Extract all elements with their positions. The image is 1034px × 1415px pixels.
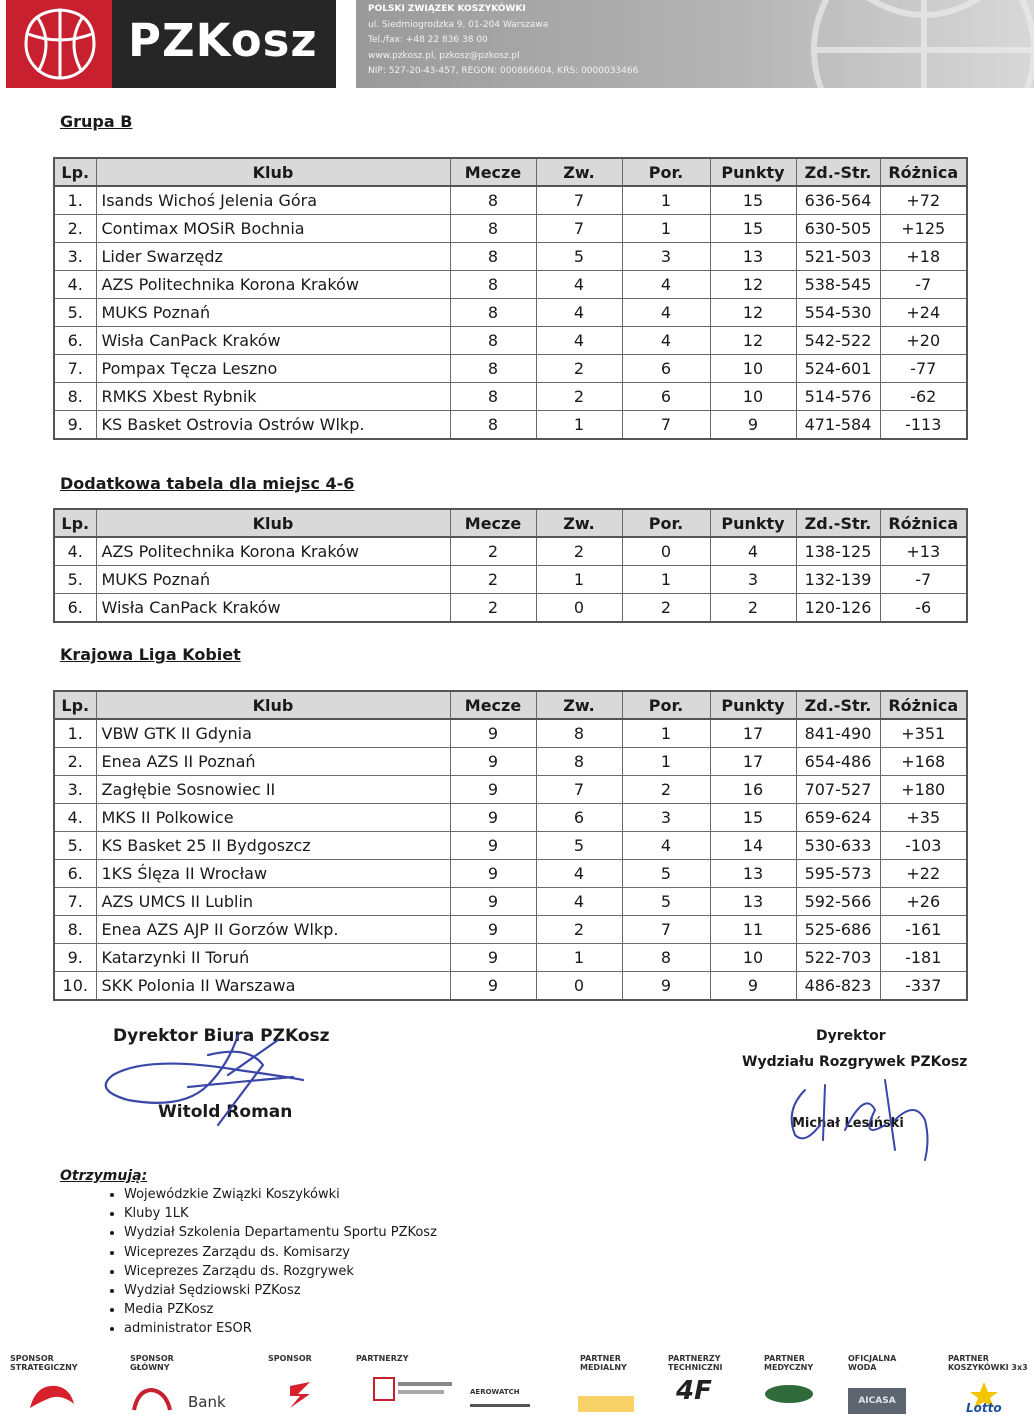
recipient-item: • Wiceprezes Zarządu ds. Rozgrywek xyxy=(124,1262,437,1281)
col-zw-cell: 1 xyxy=(536,411,622,440)
col-mecze-cell: 9 xyxy=(450,888,536,916)
col-lp-cell: 4. xyxy=(54,537,96,566)
col-punkty-cell: 3 xyxy=(710,566,796,594)
col-zw-cell: 0 xyxy=(536,594,622,623)
table-row xyxy=(54,832,967,860)
col-lp-cell: 5. xyxy=(54,566,96,594)
section-title-grupa-b: Grupa B xyxy=(60,112,133,131)
recipients-list xyxy=(100,1185,437,1339)
col-lp-cell: 2. xyxy=(54,748,96,776)
table-row xyxy=(54,719,967,748)
header-col-mecze: Mecze xyxy=(450,158,536,186)
col-klub-cell: Pompax Tęcza Leszno xyxy=(96,355,450,383)
col-zw-cell: 2 xyxy=(536,355,622,383)
basketball-icon xyxy=(20,4,100,84)
table-row xyxy=(54,594,967,623)
col-zw-cell: 8 xyxy=(536,719,622,748)
col-zd-str-cell: 707-527 xyxy=(796,776,880,804)
table-row xyxy=(54,888,967,916)
col-klub-cell: Isands Wichoś Jelenia Góra xyxy=(96,186,450,215)
signature-right-role-line2: Wydziału Rozgrywek PZKosz xyxy=(742,1054,968,1070)
table-row xyxy=(54,566,967,594)
header-col-klub: Klub xyxy=(96,691,450,719)
col-zw-cell: 7 xyxy=(536,186,622,215)
col-mecze-cell: 9 xyxy=(450,776,536,804)
section-title-krajowa-liga-kobiet: Krajowa Liga Kobiet xyxy=(60,645,241,664)
recipient-item: • Wydział Szkolenia Departamentu Sportu PZKosz xyxy=(124,1223,437,1242)
col-roznica-cell: +24 xyxy=(880,299,967,327)
table-row xyxy=(54,355,967,383)
col-roznica-cell: +22 xyxy=(880,860,967,888)
col-roznica-cell: +18 xyxy=(880,243,967,271)
col-klub-cell: SKK Polonia II Warszawa xyxy=(96,972,450,1001)
col-zw-cell: 5 xyxy=(536,243,622,271)
col-zd-str-cell: 595-573 xyxy=(796,860,880,888)
signature-left-role: Dyrektor Biura PZKosz xyxy=(113,1026,330,1046)
col-por-cell: 5 xyxy=(622,888,710,916)
registry-ids: NIP: 527-20-43-457, REGON: 000866604, KRS: 0000033466 xyxy=(368,66,639,76)
col-punkty-cell: 16 xyxy=(710,776,796,804)
header-col-zd-str: Zd.-Str. xyxy=(796,509,880,537)
table-row xyxy=(54,537,967,566)
col-zd-str-cell: 630-505 xyxy=(796,215,880,243)
table-row xyxy=(54,383,967,411)
sponsor-label: SPONSOR STRATEGICZNY xyxy=(10,1354,78,1372)
col-zd-str-cell: 132-139 xyxy=(796,566,880,594)
header-col-mecze: Mecze xyxy=(450,509,536,537)
col-punkty-cell: 12 xyxy=(710,271,796,299)
recipient-item: • Media PZKosz xyxy=(124,1300,437,1319)
sponsor-label: PARTNER MEDYCZNY xyxy=(764,1354,814,1372)
table-header-row xyxy=(54,691,967,719)
header-col-roznica: Różnica xyxy=(880,158,967,186)
aerowatch-logo-text: AEROWATCH xyxy=(470,1388,520,1396)
col-roznica-cell: -337 xyxy=(880,972,967,1001)
col-mecze-cell: 8 xyxy=(450,299,536,327)
col-por-cell: 4 xyxy=(622,271,710,299)
col-klub-cell: Enea AZS AJP II Gorzów Wlkp. xyxy=(96,916,450,944)
col-klub-cell: Lider Swarzędz xyxy=(96,243,450,271)
col-punkty-cell: 2 xyxy=(710,594,796,623)
table-row xyxy=(54,776,967,804)
col-mecze-cell: 2 xyxy=(450,537,536,566)
recipient-item: • Wiceprezes Zarządu ds. Komisarzy xyxy=(124,1243,437,1262)
col-klub-cell: Zagłębie Sosnowiec II xyxy=(96,776,450,804)
col-zw-cell: 5 xyxy=(536,832,622,860)
col-klub-cell: VBW GTK II Gdynia xyxy=(96,719,450,748)
basketball-watermark-icon xyxy=(774,0,1034,88)
col-lp-cell: 1. xyxy=(54,719,96,748)
col-klub-cell: KS Basket 25 II Bydgoszcz xyxy=(96,832,450,860)
col-zw-cell: 1 xyxy=(536,944,622,972)
col-mecze-cell: 8 xyxy=(450,327,536,355)
col-por-cell: 4 xyxy=(622,832,710,860)
col-roznica-cell: -6 xyxy=(880,594,967,623)
col-punkty-cell: 9 xyxy=(710,972,796,1001)
col-punkty-cell: 10 xyxy=(710,355,796,383)
col-por-cell: 7 xyxy=(622,916,710,944)
col-lp-cell: 6. xyxy=(54,594,96,623)
col-zd-str-cell: 521-503 xyxy=(796,243,880,271)
table-row xyxy=(54,804,967,832)
table-row xyxy=(54,186,967,215)
col-roznica-cell: +35 xyxy=(880,804,967,832)
col-mecze-cell: 9 xyxy=(450,748,536,776)
contact-banner xyxy=(356,0,1034,88)
recipient-item: • administrator ESOR xyxy=(124,1319,437,1338)
col-zd-str-cell: 514-576 xyxy=(796,383,880,411)
signature-right-role-line1: Dyrektor xyxy=(816,1028,886,1044)
sponsor-label: PARTNERZY TECHNICZNI xyxy=(668,1354,723,1372)
col-mecze-cell: 9 xyxy=(450,944,536,972)
col-por-cell: 7 xyxy=(622,411,710,440)
logo-text: PZKosz xyxy=(128,14,318,67)
col-klub-cell: MUKS Poznań xyxy=(96,299,450,327)
org-name: POLSKI ZWIĄZEK KOSZYKÓWKI xyxy=(368,4,526,14)
col-zd-str-cell: 592-566 xyxy=(796,888,880,916)
col-klub-cell: Contimax MOSiR Bochnia xyxy=(96,215,450,243)
suzuki-icon xyxy=(288,1380,312,1410)
table-row xyxy=(54,411,967,440)
col-mecze-cell: 9 xyxy=(450,916,536,944)
col-punkty-cell: 14 xyxy=(710,832,796,860)
col-por-cell: 6 xyxy=(622,383,710,411)
col-zd-str-cell: 120-126 xyxy=(796,594,880,623)
table-row xyxy=(54,944,967,972)
col-klub-cell: MUKS Poznań xyxy=(96,566,450,594)
col-mecze-cell: 9 xyxy=(450,860,536,888)
col-roznica-cell: +72 xyxy=(880,186,967,215)
col-roznica-cell: -77 xyxy=(880,355,967,383)
col-punkty-cell: 4 xyxy=(710,537,796,566)
col-zw-cell: 4 xyxy=(536,888,622,916)
col-klub-cell: 1KS Ślęza II Wrocław xyxy=(96,860,450,888)
col-lp-cell: 4. xyxy=(54,271,96,299)
header-col-punkty: Punkty xyxy=(710,158,796,186)
web-contact: www.pzkosz.pl, pzkosz@pzkosz.pl xyxy=(368,50,520,61)
col-zw-cell: 7 xyxy=(536,776,622,804)
col-zd-str-cell: 524-601 xyxy=(796,355,880,383)
header-col-punkty: Punkty xyxy=(710,691,796,719)
col-mecze-cell: 8 xyxy=(450,383,536,411)
header-col-lp: Lp. xyxy=(54,691,96,719)
col-lp-cell: 5. xyxy=(54,299,96,327)
ministry-icon xyxy=(372,1376,456,1402)
col-zw-cell: 1 xyxy=(536,566,622,594)
col-lp-cell: 7. xyxy=(54,888,96,916)
recipient-item: • Wojewódzkie Związki Koszykówki xyxy=(124,1185,437,1204)
col-zd-str-cell: 138-125 xyxy=(796,537,880,566)
col-lp-cell: 9. xyxy=(54,944,96,972)
col-zd-str-cell: 538-545 xyxy=(796,271,880,299)
header-col-zw: Zw. xyxy=(536,158,622,186)
col-zw-cell: 7 xyxy=(536,215,622,243)
col-punkty-cell: 13 xyxy=(710,888,796,916)
col-mecze-cell: 9 xyxy=(450,719,536,748)
sponsor-label: SPONSOR GŁÓWNY xyxy=(130,1354,174,1372)
table-row xyxy=(54,299,967,327)
col-lp-cell: 9. xyxy=(54,411,96,440)
sponsor-label: PARTNER MEDIALNY xyxy=(580,1354,627,1372)
col-roznica-cell: -113 xyxy=(880,411,967,440)
table-row xyxy=(54,748,967,776)
sponsors-bar xyxy=(0,1350,1034,1414)
col-lp-cell: 6. xyxy=(54,327,96,355)
col-lp-cell: 8. xyxy=(54,916,96,944)
table-row xyxy=(54,860,967,888)
col-zw-cell: 2 xyxy=(536,383,622,411)
phone: Tel./fax: +48 22 836 38 00 xyxy=(368,35,488,45)
col-klub-cell: MKS II Polkowice xyxy=(96,804,450,832)
table-row xyxy=(54,916,967,944)
col-zw-cell: 0 xyxy=(536,972,622,1001)
col-mecze-cell: 9 xyxy=(450,804,536,832)
col-zw-cell: 4 xyxy=(536,327,622,355)
col-klub-cell: KS Basket Ostrovia Ostrów Wlkp. xyxy=(96,411,450,440)
signature-right-name: Michał Lesiński xyxy=(792,1116,904,1131)
col-klub-cell: Katarzynki II Toruń xyxy=(96,944,450,972)
table-header-row xyxy=(54,158,967,186)
col-punkty-cell: 13 xyxy=(710,860,796,888)
recipient-item: • Wydział Sędziowski PZKosz xyxy=(124,1281,437,1300)
col-mecze-cell: 8 xyxy=(450,411,536,440)
col-roznica-cell: -103 xyxy=(880,832,967,860)
col-zw-cell: 4 xyxy=(536,860,622,888)
col-por-cell: 8 xyxy=(622,944,710,972)
header-col-mecze: Mecze xyxy=(450,691,536,719)
col-zd-str-cell: 471-584 xyxy=(796,411,880,440)
col-lp-cell: 3. xyxy=(54,243,96,271)
col-por-cell: 3 xyxy=(622,804,710,832)
col-roznica-cell: +26 xyxy=(880,888,967,916)
table-row xyxy=(54,215,967,243)
col-roznica-cell: +168 xyxy=(880,748,967,776)
section-title-places-4-6: Dodatkowa tabela dla miejsc 4-6 xyxy=(60,474,355,493)
col-roznica-cell: +351 xyxy=(880,719,967,748)
col-punkty-cell: 12 xyxy=(710,327,796,355)
sponsor-label: OFICJALNA WODA xyxy=(848,1354,897,1372)
4f-icon: 4F xyxy=(676,1376,712,1406)
handwritten-signature-right xyxy=(775,1070,945,1165)
col-por-cell: 1 xyxy=(622,719,710,748)
aerowatch-icon xyxy=(470,1398,530,1412)
header-col-roznica: Różnica xyxy=(880,509,967,537)
col-punkty-cell: 17 xyxy=(710,748,796,776)
col-zd-str-cell: 841-490 xyxy=(796,719,880,748)
col-por-cell: 9 xyxy=(622,972,710,1001)
header-col-punkty: Punkty xyxy=(710,509,796,537)
col-roznica-cell: +13 xyxy=(880,537,967,566)
header-col-lp: Lp. xyxy=(54,158,96,186)
table-row xyxy=(54,243,967,271)
col-punkty-cell: 17 xyxy=(710,719,796,748)
col-lp-cell: 10. xyxy=(54,972,96,1001)
header-col-klub: Klub xyxy=(96,158,450,186)
standings-table-grupa-b xyxy=(53,157,968,440)
header-col-klub: Klub xyxy=(96,509,450,537)
col-mecze-cell: 8 xyxy=(450,271,536,299)
header-col-por: Por. xyxy=(622,509,710,537)
medical-icon xyxy=(764,1384,814,1404)
col-mecze-cell: 9 xyxy=(450,832,536,860)
sponsor-label: SPONSOR xyxy=(268,1354,312,1363)
bank-icon xyxy=(130,1384,174,1412)
col-zw-cell: 2 xyxy=(536,916,622,944)
col-roznica-cell: +20 xyxy=(880,327,967,355)
address: ul. Siedmiogrodzka 9, 01-204 Warszawa xyxy=(368,19,549,30)
col-zd-str-cell: 636-564 xyxy=(796,186,880,215)
col-por-cell: 1 xyxy=(622,566,710,594)
header-col-roznica: Różnica xyxy=(880,691,967,719)
col-lp-cell: 7. xyxy=(54,355,96,383)
col-zw-cell: 8 xyxy=(536,748,622,776)
sponsor-label: PARTNER KOSZYKÓWKI 3x3 xyxy=(948,1354,1028,1372)
col-zd-str-cell: 654-486 xyxy=(796,748,880,776)
col-mecze-cell: 8 xyxy=(450,355,536,383)
col-lp-cell: 4. xyxy=(54,804,96,832)
col-por-cell: 4 xyxy=(622,299,710,327)
col-mecze-cell: 8 xyxy=(450,186,536,215)
col-lp-cell: 8. xyxy=(54,383,96,411)
col-punkty-cell: 10 xyxy=(710,944,796,972)
col-punkty-cell: 15 xyxy=(710,804,796,832)
pzkosz-logo xyxy=(6,0,336,88)
col-lp-cell: 3. xyxy=(54,776,96,804)
col-zd-str-cell: 530-633 xyxy=(796,832,880,860)
col-mecze-cell: 2 xyxy=(450,594,536,623)
table-row xyxy=(54,271,967,299)
col-punkty-cell: 12 xyxy=(710,299,796,327)
col-por-cell: 1 xyxy=(622,186,710,215)
col-zw-cell: 6 xyxy=(536,804,622,832)
col-punkty-cell: 10 xyxy=(710,383,796,411)
col-klub-cell: AZS UMCS II Lublin xyxy=(96,888,450,916)
col-klub-cell: AZS Politechnika Korona Kraków xyxy=(96,271,450,299)
header-col-lp: Lp. xyxy=(54,509,96,537)
col-por-cell: 2 xyxy=(622,776,710,804)
col-roznica-cell: -7 xyxy=(880,566,967,594)
header-col-por: Por. xyxy=(622,691,710,719)
col-punkty-cell: 15 xyxy=(710,215,796,243)
col-punkty-cell: 13 xyxy=(710,243,796,271)
col-klub-cell: AZS Politechnika Korona Kraków xyxy=(96,537,450,566)
col-lp-cell: 6. xyxy=(54,860,96,888)
col-punkty-cell: 15 xyxy=(710,186,796,215)
col-klub-cell: Wisła CanPack Kraków xyxy=(96,327,450,355)
col-zd-str-cell: 542-522 xyxy=(796,327,880,355)
header-col-zd-str: Zd.-Str. xyxy=(796,158,880,186)
orlen-icon xyxy=(26,1378,78,1412)
col-zw-cell: 2 xyxy=(536,537,622,566)
standings-table-krajowa-liga-kobiet xyxy=(53,690,968,1001)
col-mecze-cell: 9 xyxy=(450,972,536,1001)
header-col-zd-str: Zd.-Str. xyxy=(796,691,880,719)
col-zd-str-cell: 525-686 xyxy=(796,916,880,944)
col-por-cell: 3 xyxy=(622,243,710,271)
col-por-cell: 4 xyxy=(622,327,710,355)
recipient-item: • Kluby 1LK xyxy=(124,1204,437,1223)
col-por-cell: 2 xyxy=(622,594,710,623)
table-row xyxy=(54,972,967,1001)
bank-logo-text: Bank xyxy=(188,1393,226,1411)
col-mecze-cell: 8 xyxy=(450,215,536,243)
standings-table-places-4-6 xyxy=(53,508,968,623)
col-roznica-cell: -7 xyxy=(880,271,967,299)
col-mecze-cell: 8 xyxy=(450,243,536,271)
col-zw-cell: 4 xyxy=(536,271,622,299)
col-mecze-cell: 2 xyxy=(450,566,536,594)
col-klub-cell: Enea AZS II Poznań xyxy=(96,748,450,776)
header-col-zw: Zw. xyxy=(536,691,622,719)
col-por-cell: 6 xyxy=(622,355,710,383)
col-punkty-cell: 11 xyxy=(710,916,796,944)
col-zd-str-cell: 659-624 xyxy=(796,804,880,832)
col-zd-str-cell: 522-703 xyxy=(796,944,880,972)
col-zd-str-cell: 486-823 xyxy=(796,972,880,1001)
col-por-cell: 0 xyxy=(622,537,710,566)
col-punkty-cell: 9 xyxy=(710,411,796,440)
sponsor-label: PARTNERZY xyxy=(356,1354,409,1363)
col-lp-cell: 1. xyxy=(54,186,96,215)
col-lp-cell: 2. xyxy=(54,215,96,243)
col-roznica-cell: +125 xyxy=(880,215,967,243)
col-klub-cell: RMKS Xbest Rybnik xyxy=(96,383,450,411)
lotto-logo-text: Lotto xyxy=(966,1401,1002,1415)
water-icon: AICASA xyxy=(848,1388,906,1414)
col-zw-cell: 4 xyxy=(536,299,622,327)
table-row xyxy=(54,327,967,355)
col-roznica-cell: -62 xyxy=(880,383,967,411)
handwritten-signature-left xyxy=(88,1025,348,1135)
recipients-title: Otrzymują: xyxy=(60,1168,148,1184)
col-zd-str-cell: 554-530 xyxy=(796,299,880,327)
col-roznica-cell: -161 xyxy=(880,916,967,944)
col-roznica-cell: +180 xyxy=(880,776,967,804)
col-klub-cell: Wisła CanPack Kraków xyxy=(96,594,450,623)
col-por-cell: 5 xyxy=(622,860,710,888)
media-icon xyxy=(578,1394,634,1412)
col-por-cell: 1 xyxy=(622,748,710,776)
table-header-row xyxy=(54,509,967,537)
col-roznica-cell: -181 xyxy=(880,944,967,972)
signature-left-name: Witold Roman xyxy=(158,1102,293,1122)
header-col-por: Por. xyxy=(622,158,710,186)
col-por-cell: 1 xyxy=(622,215,710,243)
col-lp-cell: 5. xyxy=(54,832,96,860)
header-col-zw: Zw. xyxy=(536,509,622,537)
